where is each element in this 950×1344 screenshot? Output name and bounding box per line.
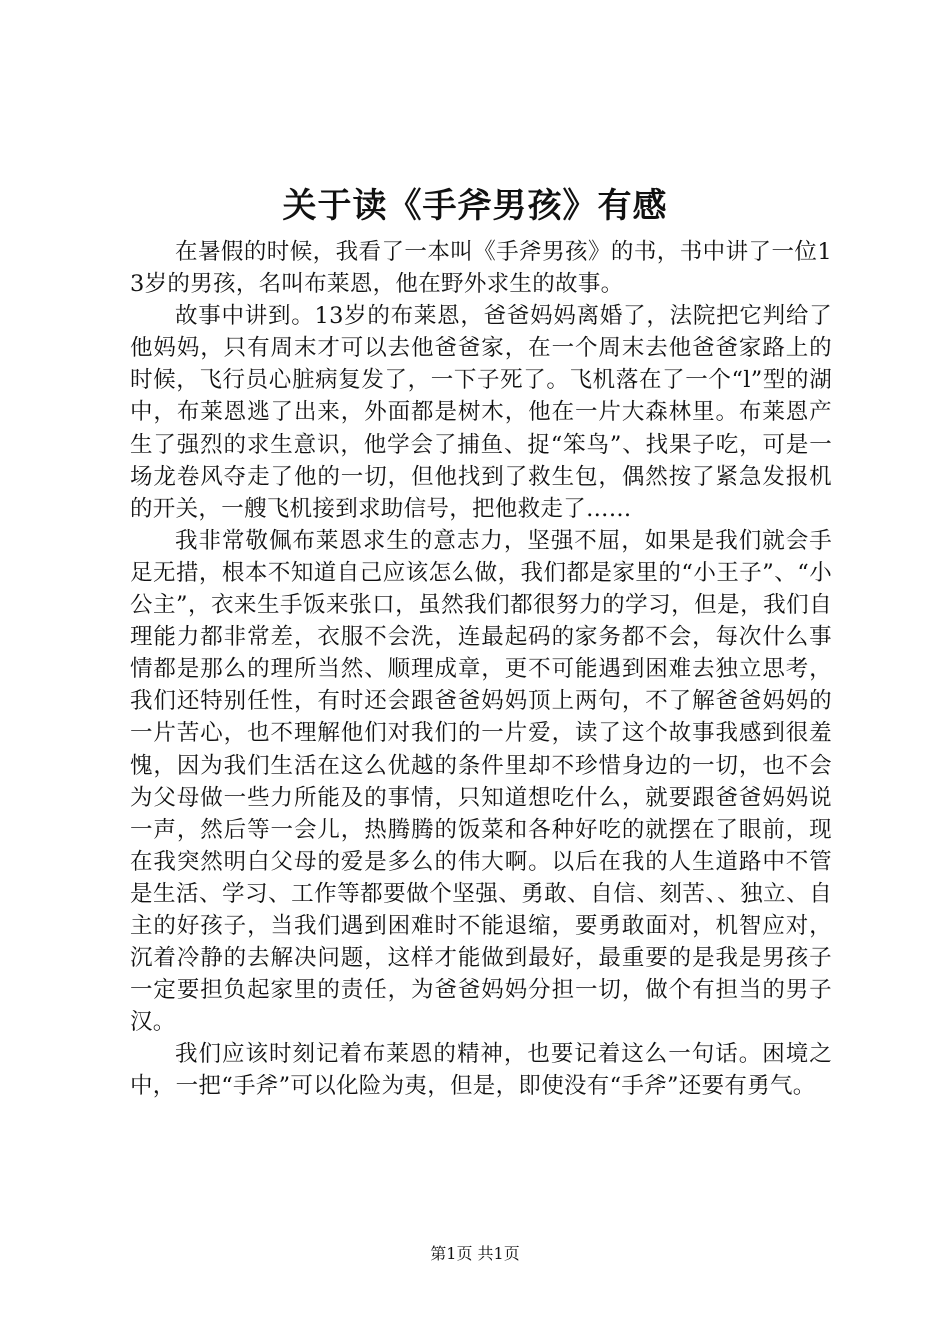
paragraph: 我非常敬佩布莱恩求生的意志力，坚强不屈，如果是我们就会手足无措，根本不知道自己应该怎么做，我们都是家里的“小王子”、“小公主”，衣来生手饭来张口，虽然我们都很努力的学习，但是，我们自理能力都非常差，衣服不会洗，连最起码的家务都不会，每次什么事情都是那么的理所当然、顺理成章，更不可能遇到困难去独立思考，我们还特别任性，有时还会跟爸爸妈妈顶上两句，不了解爸爸妈妈的一片苦心，也不理解他们对我们的一片爱，读了这个故事我感到很羞愧，因为我们生活在这么优越的条件里却不珍惜身边的一切，也不会为父母做一些力所能及的事情，只知道想吃什么，就要跟爸爸妈妈说一声，然后等一会儿，热腾腾的饭菜和各种好吃的就摆在了眼前，现在我突然明白父母的爱是多么的伟大啊。以后在我的人生道路中不管是生活、学习、工作等都要做个坚强、勇敢、自信、刻苦、、独立、自主的好孩子，当我们遇到困难时不能退缩，要勇敢面对，机智应对，沉着冷静的去解决问题，这样才能做到最好，最重要的是我是男孩子一定要担负起家里的责任，为爸爸妈妈分担一切，做个有担当的男子汉。 <box>130 527 832 1036</box>
paragraph: 故事中讲到。13岁的布莱恩，爸爸妈妈离婚了，法院把它判给了他妈妈，只有周末才可以去他爸爸家，在一个周末去他爸爸家路上的时候，飞行员心脏病复发了，一下子死了。飞机落在了一个“l”型的湖中，布莱恩逃了出来，外面都是树木，他在一片大森林里。布莱恩产生了强烈的求生意识，他学会了捕鱼、捉“笨鸟”、找果子吃，可是一场龙卷风夺走了他的一切，但他找到了救生包，偶然按了紧急发报机的开关，一艘飞机接到求助信号，把他救走了…… <box>130 303 832 522</box>
document-title: 关于读《手斧男孩》有感 <box>282 186 668 226</box>
document-body <box>130 236 832 1103</box>
page-footer: 第1页 共1页 <box>430 1244 520 1263</box>
paragraph: 我们应该时刻记着布莱恩的精神，也要记着这么一句话。困境之中，一把“手斧”可以化险为夷，但是，即使没有“手斧”还要有勇气。 <box>130 1041 832 1100</box>
paragraph: 在暑假的时候，我看了一本叫《手斧男孩》的书，书中讲了一位13岁的男孩，名叫布莱恩，他在野外求生的故事。 <box>130 239 832 298</box>
